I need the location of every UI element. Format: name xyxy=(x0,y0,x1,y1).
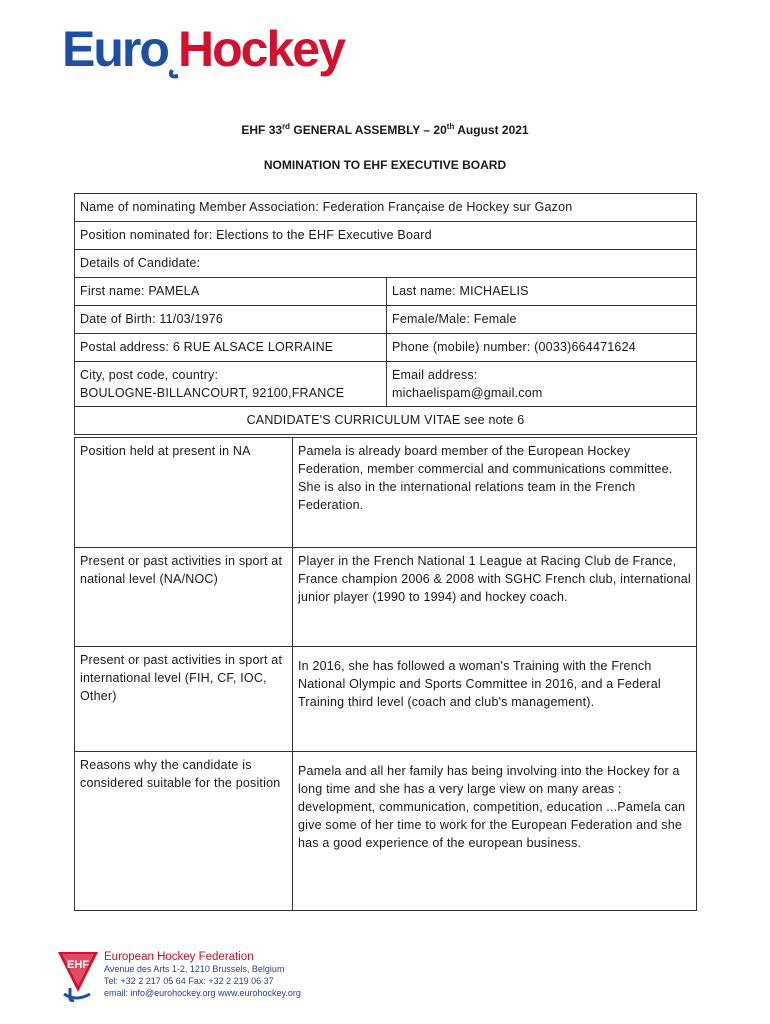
assembly-heading: EHF 33rd GENERAL ASSEMBLY – 20th August 2021 xyxy=(241,122,529,137)
nomination-form xyxy=(74,193,697,435)
logo-hockey: Hockey xyxy=(178,21,344,77)
association-field: Name of nominating Member Association: Federation Française de Hockey sur Gazon xyxy=(75,194,697,222)
cv-value-reasons: Pamela and all her family has being involving into the Hockey for a long time and she has a very large view on many areas : development, communication, competition, education ...Pamela can give some of her time to work for the European Federation and she has a good experience of the european business. xyxy=(293,752,697,911)
cv-value-international-activities: In 2016, she has followed a woman's Training with the French National Olympic and Sports Committee in 2016, and a Federal Training third level (coach and club's management). xyxy=(293,647,697,752)
footer-address: Avenue des Arts 1-2, 1210 Brussels, Belgium xyxy=(104,964,285,974)
ehf-logo-text: EHF xyxy=(67,959,89,971)
first-name-field: First name: PAMELA xyxy=(75,278,387,306)
postal-address-field: Postal address: 6 RUE ALSACE LORRAINE xyxy=(75,334,387,362)
footer-email: email: info@eurohockey.org www.eurohockey.org xyxy=(104,988,301,998)
dob-field: Date of Birth: 11/03/1976 xyxy=(75,306,387,334)
cv-label-reasons: Reasons why the candidate is considered suitable for the position xyxy=(75,752,293,911)
logo-euro: Euro xyxy=(62,21,168,77)
footer-org: European Hockey Federation xyxy=(104,951,254,963)
details-label: Details of Candidate: xyxy=(75,250,697,278)
cv-label-national-activities: Present or past activities in sport at national level (NA/NOC) xyxy=(75,548,293,647)
form-title: NOMINATION TO EHF EXECUTIVE BOARD xyxy=(263,158,507,172)
ehf-footer-logo xyxy=(56,948,100,1007)
footer-tel: Tel: +32 2 217 05 64 Fax: +32 2 219 06 37 xyxy=(104,976,274,986)
footer-contact xyxy=(104,951,301,999)
city-field: City, post code, country: BOULOGNE-BILLANCOURT, 92100,FRANCE xyxy=(75,362,387,407)
cv-header: CANDIDATE'S CURRICULUM VITAE see note 6 xyxy=(75,407,697,435)
position-field: Position nominated for: Elections to the EHF Executive Board xyxy=(75,222,697,250)
cv-value-national-activities: Player in the French National 1 League at Racing Club de France, France champion 2006 & 2008 with SGHC French club, international junior player (1990 to 1994) and hockey coach. xyxy=(293,548,697,647)
gender-field: Female/Male: Female xyxy=(387,306,697,334)
cv-value-present-position: Pamela is already board member of the European Hockey Federation, member commercial and communications committee. She is also in the international relations team in the French Federation. xyxy=(293,438,697,548)
eurohockey-logo xyxy=(60,20,380,82)
phone-field: Phone (mobile) number: (0033)664471624 xyxy=(387,334,697,362)
email-field: Email address: michaelispam@gmail.com xyxy=(387,362,697,407)
cv-table xyxy=(74,437,697,911)
last-name-field: Last name: MICHAELIS xyxy=(387,278,697,306)
cv-label-international-activities: Present or past activities in sport at international level (FIH, CF, IOC, Other) xyxy=(75,647,293,752)
cv-label-present-position: Position held at present in NA xyxy=(75,438,293,548)
